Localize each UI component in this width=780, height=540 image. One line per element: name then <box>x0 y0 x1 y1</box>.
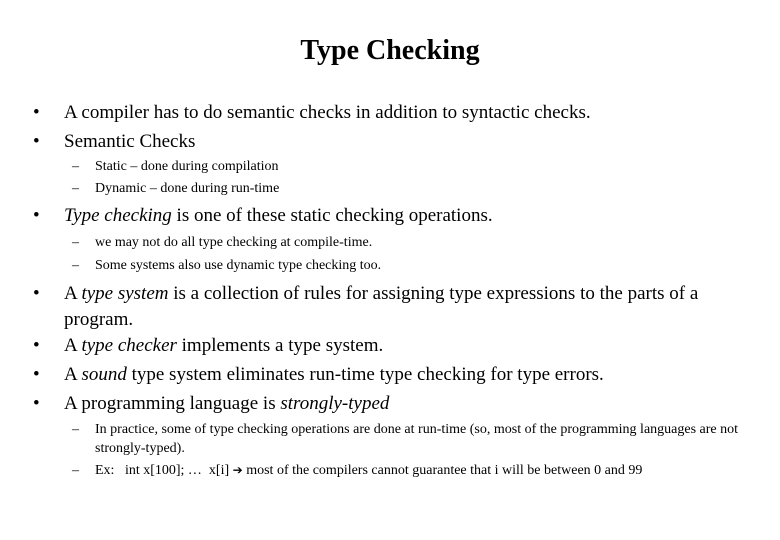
emphasis-text: type system <box>81 283 169 304</box>
bullet-icon: • <box>33 393 40 414</box>
bullet-semantic-checks-intro <box>33 100 753 126</box>
sub-bullet-text: Dynamic – done during run-time <box>95 181 280 196</box>
sub-bullet-compile-time <box>72 233 762 252</box>
sub-bullet-text: Some systems also use dynamic type checking too. <box>95 258 382 273</box>
sub-bullet-dynamic <box>72 179 762 198</box>
bullet-text: A compiler has to do semantic checks in addition to syntactic checks. <box>64 102 591 123</box>
dash-icon: – <box>72 235 79 250</box>
sub-bullet-text <box>95 461 772 480</box>
dash-icon: – <box>72 463 79 478</box>
plain-text: A programming language is <box>64 393 281 414</box>
emphasis-text: strongly-typed <box>280 393 390 414</box>
bullet-text: Semantic Checks <box>64 131 196 152</box>
code-example-text: Ex: int x[100]; … x[i] <box>95 463 233 478</box>
bullet-sound-type-system <box>33 362 753 388</box>
bullet-semantic-checks <box>33 129 753 155</box>
dash-icon: – <box>72 159 79 174</box>
bullet-text <box>64 391 753 417</box>
sub-bullet-text: we may not do all type checking at compile-time. <box>95 235 373 250</box>
sub-bullet-dynamic-type-checking <box>72 256 762 275</box>
bullet-icon: • <box>33 205 40 226</box>
bullet-strongly-typed <box>33 391 753 417</box>
bullet-icon: • <box>33 364 40 385</box>
bullet-icon: • <box>33 335 40 356</box>
plain-text: type system eliminates run-time type checking for type errors. <box>126 364 604 385</box>
plain-text: implements a type system. <box>176 335 384 356</box>
sub-bullet-static <box>72 157 762 176</box>
bullet-icon: • <box>33 283 40 304</box>
bullet-icon: • <box>33 102 40 123</box>
slide-title: Type Checking <box>300 35 480 66</box>
bullet-type-checking <box>33 203 753 229</box>
sub-bullet-example <box>72 461 772 480</box>
bullet-type-system <box>33 281 753 333</box>
bullet-text <box>64 362 753 388</box>
plain-text: is a collection of rules for assigning type expressions to the parts of a program. <box>64 283 699 330</box>
bullet-icon: • <box>33 131 40 152</box>
plain-text: is one of these static checking operations. <box>171 205 493 226</box>
dash-icon: – <box>72 181 79 196</box>
dash-icon: – <box>72 422 79 437</box>
bullet-type-checker <box>33 333 753 359</box>
sub-bullet-text: In practice, some of type checking operations are done at run-time (so, most of the programming languages are not strongly-typed). <box>95 422 739 456</box>
plain-text: A <box>64 283 82 304</box>
emphasis-text: type checker <box>81 335 177 356</box>
plain-text: most of the compilers cannot guarantee that i will be between 0 and 99 <box>242 463 643 478</box>
sub-bullet-in-practice <box>72 420 762 458</box>
bullet-text <box>64 203 753 229</box>
emphasis-text: sound <box>81 364 127 385</box>
plain-text: A <box>64 364 82 385</box>
right-arrow-icon: ➔ <box>232 463 243 477</box>
dash-icon: – <box>72 258 79 273</box>
bullet-text <box>64 333 753 359</box>
bullet-text <box>64 281 753 333</box>
sub-bullet-text: Static – done during compilation <box>95 159 279 174</box>
plain-text: A <box>64 335 82 356</box>
emphasis-text: Type checking <box>64 205 172 226</box>
